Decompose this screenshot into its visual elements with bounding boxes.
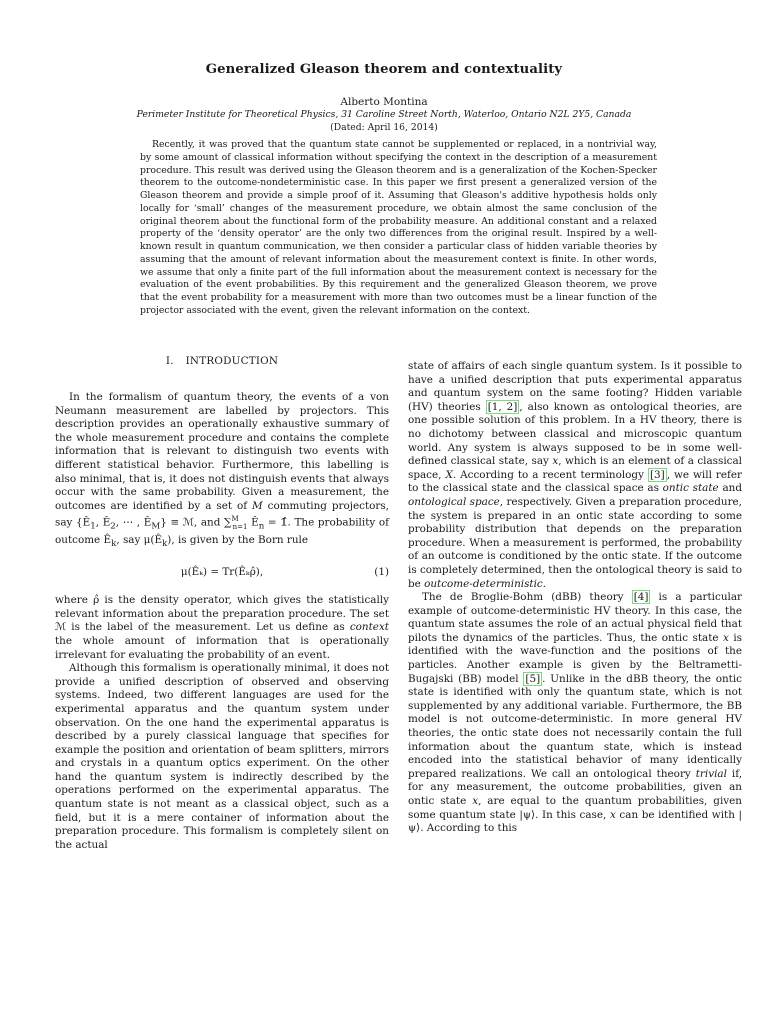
equation-expression: μ(Êₖ) = Tr(Êₖρ̂), [180, 566, 264, 579]
date-line: (Dated: April 16, 2014) [330, 122, 438, 133]
citation-link[interactable]: [1, 2] [487, 400, 518, 413]
paper-title: Generalized Gleason theorem and contextuality [205, 62, 563, 77]
intro-paragraph-3: Although this formalism is operationally minimal, it does not provide a unified description of observed and observing systems. Indeed, two different languages are used for the experimental apparatus and the quantum system under observation. On the one hand the experimental apparatus is described by a purely classical language that specifies for example the position and orientation of beam splitters, mirrors and crystals in a quantum optics experiment. On the other hand the quantum system is indirectly described by the operations performed on the experimental apparatus. The quantum state is not meant as a classical object, such as a field, but it is a mere container of information about the preparation procedure. This formalism is completely silent on the actual [55, 662, 389, 851]
citation-link[interactable]: [5] [525, 672, 541, 685]
citation-link[interactable]: [4] [633, 591, 649, 604]
author-name: Alberto Montina [340, 96, 428, 108]
intro-paragraph-2: where ρ̂ is the density operator, which gives the statistically relevant information about the preparation procedure. The set ℳ is the label of the measurement. Let us define as context the whole amount of information that is operationally irrelevant for evaluating the probability of an event. [55, 594, 389, 661]
intro-paragraph-1: In the formalism of quantum theory, the events of a von Neumann measurement are labelled by projectors. This description provides an operationally exhaustive summary of the whole measurement procedure and contains the complete information that is relevant to distinguish two events with different statistical behavior. Furthermore, this labelling is also minimal, that is, it does not distinguish events that always occur with the same probability. Given a measurement, the outcomes are identified by a set of M commuting projectors, say {$Ê_1$, $Ê_2$, ⋯ , $Ê_M$} ≡ ℳ, and ∑$^M_{n=1}$ $Ê_n$ = 𝟙̂. The probability of outcome $Ê_k$, say $\mu(Ê_k)$, is given by the Born rule [55, 391, 389, 550]
left-column [55, 355, 389, 852]
section-heading [55, 355, 389, 369]
section-number: I. [165, 355, 174, 367]
right-column [408, 360, 742, 836]
section-title: INTRODUCTION [185, 355, 279, 367]
intro-paragraph-4: state of affairs of each single quantum system. Is it possible to have a unified description that puts experimental apparatus and quantum system on the same footing? Hidden variable (HV) theories [1, 2] , also known as ontological theories, are one possible solution of this problem. In a HV theory, there is no dichotomy between classical and microscopic quantum world. Any system is always supposed to be in some well-defined classical state, say x, which is an element of a classical space, X. According to a recent terminology [3] , we will refer to the classical state and the classical space as ontic state and ontological space, respectively. Given a preparation procedure, the system is prepared in an ontic state according to some probability distribution that depends on the preparation procedure. When a measurement is performed, the probability of an outcome is conditioned by the ontic state. If the outcome is completely determined, then the ontological theory is said to be outcome-deterministic. [408, 360, 743, 590]
equation-born-rule [55, 558, 389, 588]
citation-link[interactable]: [3] [649, 468, 665, 481]
intro-paragraph-5: The de Broglie-Bohm (dBB) theory [4] is a particular example of outcome-deterministic HV theory. In this case, the quantum state assumes the role of an actual physical field that pilots the dynamics of the particles. Thus, the ontic state x is identified with the wave-function and the positions of the particles. Another example is given by the Beltrametti-Bugajski (BB) model [5] . Unlike in the dBB theory, the ontic state is identified with only the quantum state, which is not supplemented by any additional variable. Furthermore, the BB model is not outcome-deterministic. In more general HV theories, the ontic state does not necessarily contain the full information about the quantum state, which is instead encoded into the statistical behavior of many identically prepared realizations. We call an ontological theory trivial if, for any measurement, the outcome probabilities, given an ontic state x, are equal to the quantum probabilities, given some quantum state |ψ⟩. In this case, x can be identified with |ψ⟩. According to this [408, 591, 743, 835]
abstract: Recently, it was proved that the quantum state cannot be supplemented or replaced, in a nontrivial way, by some amount of classical information without specifying the context in the description of a measurement procedure. This result was derived using the Gleason theorem and is a generalization of the Kochen-Specker theorem to the outcome-nondeterministic case. In this paper we first present a generalized version of the Gleason theorem and provide a simple proof of it. Assuming that Gleason's additive hypothesis holds only locally for ‘small’ changes of the measurement procedure, we obtain almost the same conclusion of the original theorem about the functional form of the probability measure. An additional constant and a relaxed property of the ‘density operator’ are the only two differences from the original result. Inspired by a well-known result in quantum communication, we then consider a particular class of hidden variable theories by assuming that the amount of relevant information about the measurement context is finite. In other words, we assume that only a finite part of the full information about the measurement context is necessary for the evaluation of the event probabilities. By this requirement and the generalized Gleason theorem, we prove that the event probability for a measurement with more than two outcomes must be a linear function of the projector associated with the event, given the relevant information on the context. [140, 139, 657, 316]
equation-number: (1) [374, 566, 389, 579]
author-affiliation: Perimeter Institute for Theoretical Physics, 31 Caroline Street North, Waterloo, Ontario N2L 2Y5, Canada [136, 109, 632, 120]
